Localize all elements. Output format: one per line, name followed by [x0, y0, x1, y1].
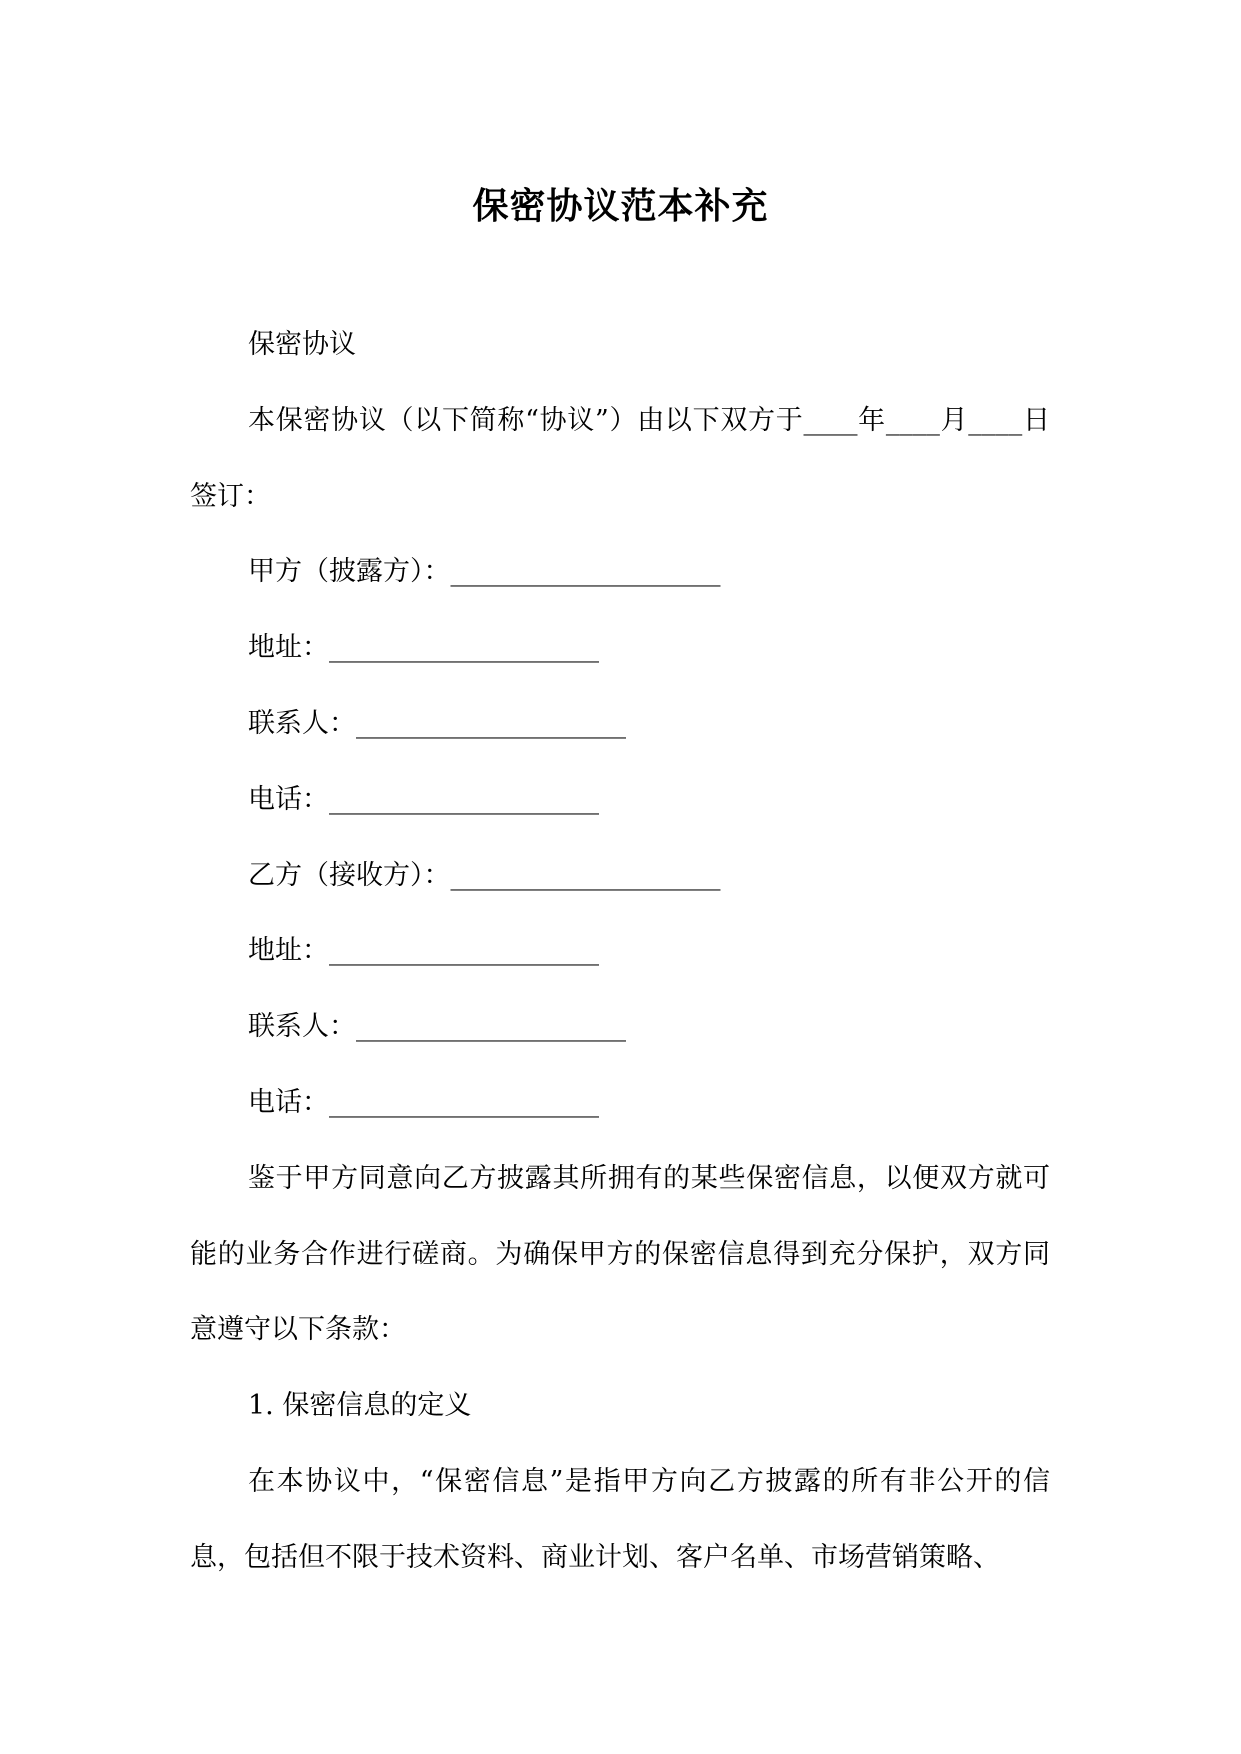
section-1-heading: 1. 保密信息的定义	[248, 1390, 472, 1422]
party-a-contact-line: 联系人：____________________	[248, 707, 626, 739]
document-title: 保密协议范本补充	[472, 185, 769, 227]
party-b-address-line: 地址：____________________	[248, 935, 599, 967]
party-a-phone-line: 电话：____________________	[248, 783, 599, 815]
paragraph-whereas: 鉴于甲方同意向乙方披露其所拥有的某些保密信息，以便双方就可能的业务合作进行磋商。为确保甲方的保密信息得到充分保护，双方同意遵守以下条款：	[190, 1162, 1050, 1346]
party-b-phone-line: 电话：____________________	[248, 1086, 599, 1118]
paragraph-definition: 在本协议中，“保密信息”是指甲方向乙方披露的所有非公开的信息，包括但不限于技术资料、商业计划、客户名单、市场营销策略、	[190, 1465, 1050, 1573]
party-b-line: 乙方（接收方）：____________________	[248, 859, 721, 891]
paragraph-intro: 本保密协议（以下简称“协议”）由以下双方于____年____月____日签订：	[190, 404, 1050, 512]
party-a-address-line: 地址：____________________	[248, 632, 599, 664]
party-b-contact-line: 联系人：____________________	[248, 1011, 626, 1043]
party-a-line: 甲方（披露方）：____________________	[248, 556, 721, 588]
paragraph-heading: 保密协议	[248, 329, 356, 360]
document-body	[190, 307, 1050, 1596]
